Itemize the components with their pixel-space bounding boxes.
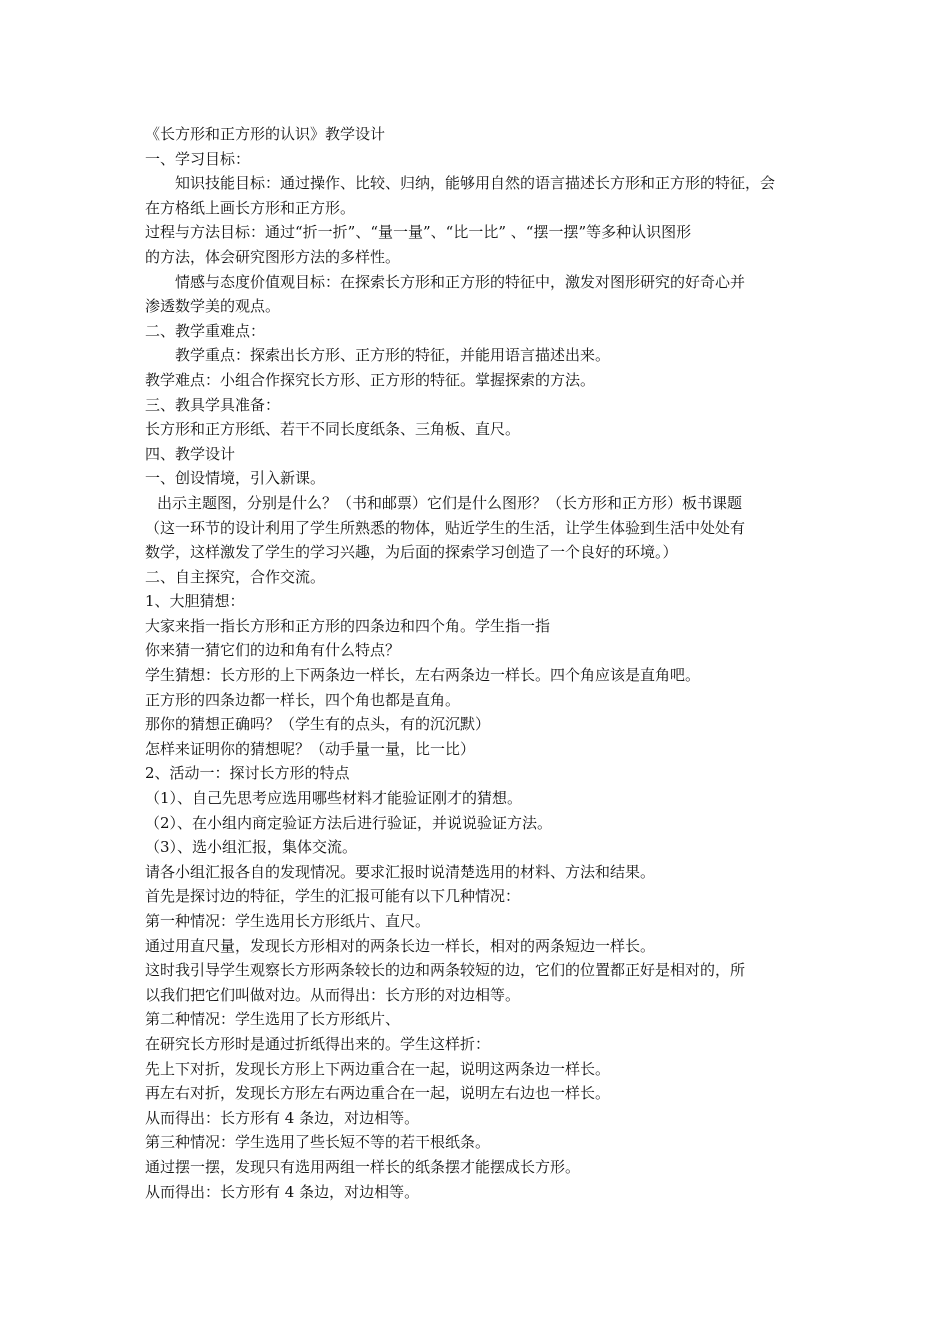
text-line: 这时我引导学生观察长方形两条较长的边和两条较短的边，它们的位置都正好是相对的，所: [145, 961, 746, 980]
text-line: 三、教具学具准备：: [145, 395, 281, 414]
text-line: 首先是探讨边的特征，学生的汇报可能有以下几种情况：: [145, 887, 521, 906]
text-line: 先上下对折，发现长方形上下两边重合在一起，说明这两条边一样长。: [145, 1059, 611, 1078]
text-line: 情感与态度价值观目标：在探索长方形和正方形的特征中，激发对图形研究的好奇心并: [175, 272, 746, 291]
text-line: 第一种情况：学生选用长方形纸片、直尺。: [145, 912, 431, 930]
text-line: 以我们把它们叫做对边。从而得出：长方形的对边相等。: [145, 985, 521, 1004]
text-line: （2）、在小组内商定验证方法后进行验证，并说说验证方法。: [145, 813, 553, 832]
text-line: 再左右对折，发现长方形左右两边重合在一起，说明左右边也一样长。: [145, 1084, 611, 1103]
text-line: 怎样来证明你的猜想呢？（动手量一量，比一比）: [145, 739, 476, 758]
text-line: 学生猜想：长方形的上下两条边一样长，左右两条边一样长。四个角应该是直角吧。: [145, 666, 701, 685]
text-line: 正方形的四条边都一样长，四个角也都是直角。: [145, 690, 461, 709]
text-line: 从而得出：长方形有 4 条边，对边相等。: [145, 1108, 420, 1127]
text-line: 在方格纸上画长方形和正方形。: [145, 198, 356, 217]
text-line: 第三种情况：学生选用了些长短不等的若干根纸条。: [145, 1133, 491, 1152]
text-line: 从而得出：长方形有 4 条边，对边相等。: [145, 1182, 420, 1201]
text-line: 出示主题图，分别是什么？（书和邮票）它们是什么图形？（长方形和正方形）板书课题: [157, 493, 743, 512]
text-line: 长方形和正方形纸、若干不同长度纸条、三角板、直尺。: [145, 420, 521, 439]
text-line: 2、活动一：探讨长方形的特点: [145, 764, 350, 783]
text-line: 第二种情况：学生选用了长方形纸片、: [145, 1010, 401, 1029]
text-line: 教学难点：小组合作探究长方形、正方形的特征。掌握探索的方法。: [145, 370, 596, 389]
text-line: 请各小组汇报各自的发现情况。要求汇报时说清楚选用的材料、方法和结果。: [145, 862, 656, 881]
text-line: 你来猜一猜它们的边和角有什么特点？: [145, 641, 401, 660]
text-line: 二、教学重难点：: [145, 321, 266, 340]
text-line: 大家来指一指长方形和正方形的四条边和四个角。学生指一指: [145, 616, 551, 635]
text-line: （3）、选小组汇报，集体交流。: [145, 838, 358, 857]
text-line: 教学重点：探索出长方形、正方形的特征，并能用语言描述出来。: [175, 346, 611, 365]
text-line: 一、创设情境，引入新课。: [145, 469, 326, 488]
text-line: 通过用直尺量，发现长方形相对的两条长边一样长，相对的两条短边一样长。: [145, 936, 656, 955]
text-line: 渗透数学美的观点。: [145, 297, 281, 316]
text-line: 1、大胆猜想：: [145, 592, 245, 611]
text-line: 四、教学设计: [145, 444, 236, 463]
text-line: 二、自主探究，合作交流。: [145, 567, 326, 586]
text-line: （这一环节的设计利用了学生所熟悉的物体，贴近学生的生活，让学生体验到生活中处处有: [145, 518, 746, 537]
text-line: （1）、自己先思考应选用哪些材料才能验证刚才的猜想。: [145, 789, 523, 808]
text-line: 在研究长方形时是通过折纸得出来的。学生这样折：: [145, 1034, 491, 1053]
text-line: 的方法，体会研究图形方法的多样性。: [145, 247, 401, 266]
text-line: 那你的猜想正确吗？（学生有的点头，有的沉沉默）: [145, 715, 491, 734]
text-line: 一、学习目标：: [145, 149, 251, 168]
document-title: 《长方形和正方形的认识》教学设计: [145, 125, 386, 143]
text-line: 过程与方法目标：通过“折一折”、“量一量”、“比一比” 、“摆一摆”等多种认识图形: [145, 223, 692, 242]
text-line: 知识技能目标：通过操作、比较、归纳，能够用自然的语言描述长方形和正方形的特征，会: [175, 174, 776, 193]
text-line: 通过摆一摆，发现只有选用两组一样长的纸条摆才能摆成长方形。: [145, 1157, 581, 1176]
document-page: [145, 122, 813, 1204]
text-line: 数学，这样激发了学生的学习兴趣，为后面的探索学习创造了一个良好的环境。）: [145, 543, 678, 562]
